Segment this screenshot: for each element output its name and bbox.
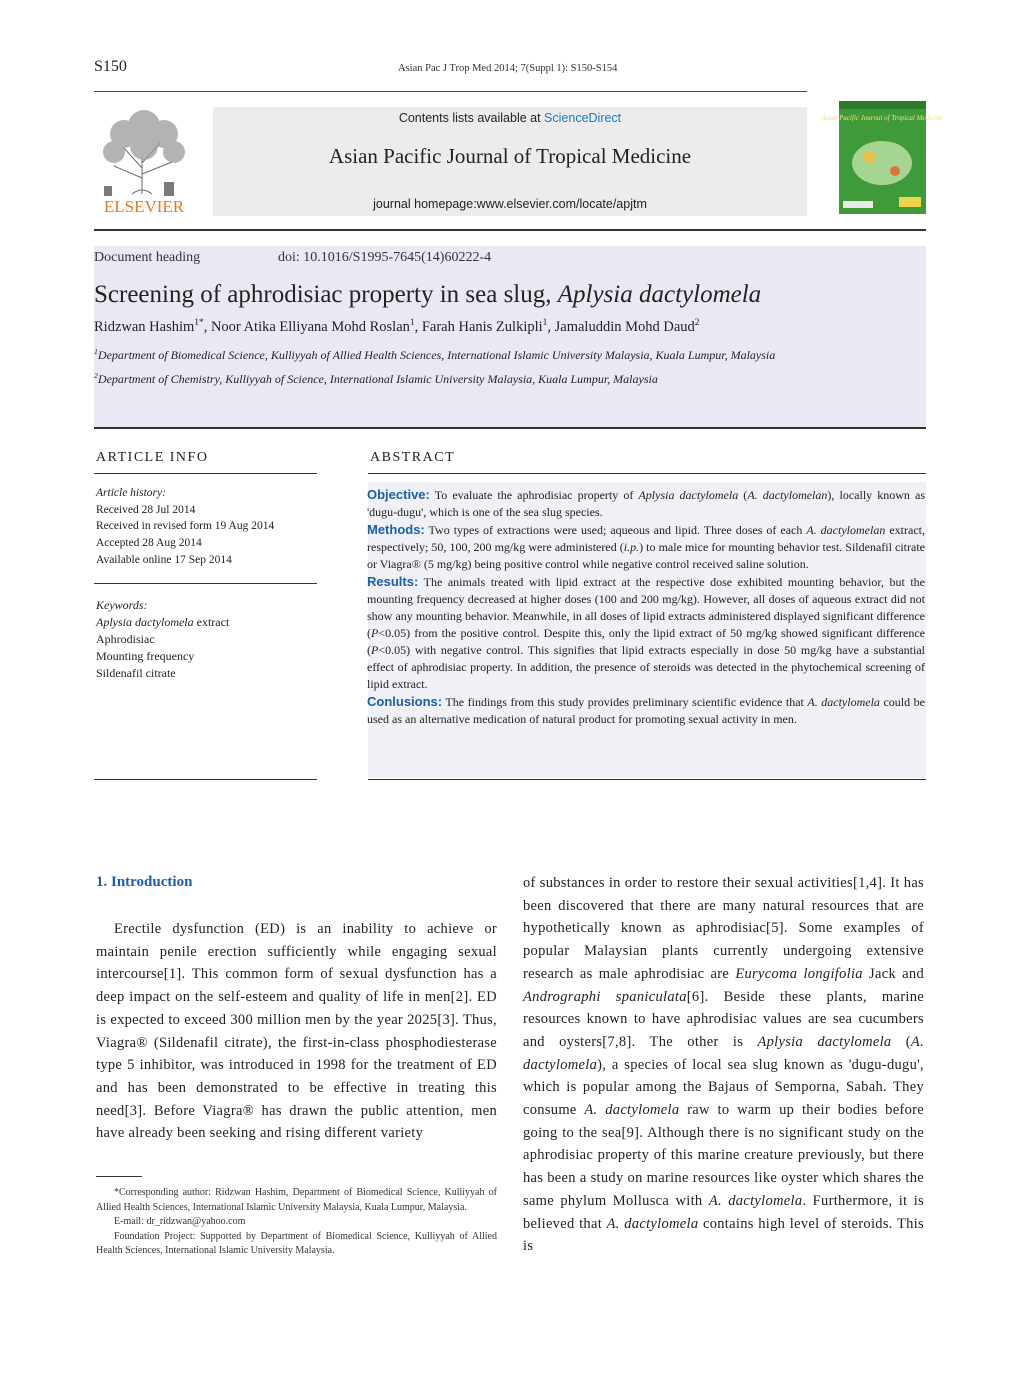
- intro-right-column: of substances in order to restore their sexual activities[1,4]. It has been discovered that there are many natural resources that are hypothetically known as aphrodisiac[5]. Some examples of popular Malaysian plants currently undergoing extensive research as male aphrodisiac are Eurycoma longifolia Jack and Andrographi spaniculata[6]. Beside these plants, marine resources known to have aphrodisiac values are sea cucumbers and oysters[7,8]. The other is Aplysia dactylomela (A. dactylomela), a species of local sea slug known as 'dugu-dugu', which is popular among the Bajaus of Semporna, Sabah. They consume A. dactylomela raw to warm up their bodies before going to the sea[9]. Although there is no significant study on the aphrodisiac property of this marine creature previously, but there has been a study on marine resources like oyster which shares the same phylum Mollusca with A. dactylomela. Furthermore, it is believed that A. dactylomela contains high level of steroids. This is: [523, 875, 925, 1255]
- footnote-rule: [96, 1176, 142, 1177]
- email-note[interactable]: E-mail: dr_ridzwan@yahoo.com: [114, 1216, 246, 1227]
- sciencedirect-link[interactable]: ScienceDirect: [544, 111, 622, 125]
- keywords-label: Keywords:: [96, 598, 148, 612]
- history-received: Received 28 Jul 2014: [96, 503, 196, 516]
- author-name: Farah Hanis Zulkipli: [421, 318, 543, 335]
- funding-note: Foundation Project: Supported by Department of Biomedical Science, Kulliyyah of Allied Health Sciences, International Islamic University Malaysia.: [96, 1230, 497, 1256]
- keyword-item: Mounting frequency: [96, 649, 195, 663]
- abstract-rule: [368, 473, 926, 474]
- affiliation-1: $^1$Department of Biomedical Science, Kulliyyah of Allied Health Sciences, International Islamic University Malaysia, Kuala Lumpur, Malaysia: [94, 347, 776, 362]
- article-title: [94, 281, 761, 309]
- elsevier-logo: [94, 108, 194, 216]
- history-online: Available online 17 Sep 2014: [96, 553, 232, 566]
- author-name: Noor Atika Elliyana Mohd Roslan: [210, 318, 410, 335]
- document-heading: Document heading: [94, 250, 201, 265]
- header-bottom-rule: [94, 427, 926, 429]
- keyword-item: Sildenafil citrate: [96, 666, 176, 680]
- journal-homepage-link[interactable]: journal homepage:www.elsevier.com/locate/apjtm: [373, 197, 647, 211]
- methods-label: Methods:: [367, 522, 425, 537]
- article-header-box: [94, 246, 926, 427]
- introduction-heading: 1. Introduction: [96, 874, 193, 890]
- author-list: Ridzwan Hashim$^{1*}$, Noor Atika Elliyana Mohd Roslan$^1$, Farah Hanis Zulkipli$^1$, Jamaluddin Mohd Daud$^2$: [94, 318, 700, 335]
- abstract-heading: ABSTRACT: [370, 450, 456, 465]
- intro-left-column: Erectile dysfunction (ED) is an inability to achieve or maintain penile erection sufficiently while engaging sexual intercourse[1]. This common form of sexual dysfunction has a deep impact on the self-esteem and quality of life in men[2]. ED is expected to exceed 300 million men by the year 2025[3]. Thus, Viagra® (Sildenafil citrate), the first-in-class phosphodiesterase type 5 inhibitor, was introduced in 1998 for the treatment of ED and has been demonstrated to be effective in treating this need[3]. Before Viagra® has drawn the public attention, men have already been seeking and rising different variety: [96, 921, 497, 1142]
- abstract-bottom-rule: [368, 779, 926, 780]
- author-sup: 2: [694, 318, 700, 328]
- elsevier-wordmark: ELSEVIER: [103, 197, 185, 216]
- corresponding-author-note: *Corresponding author: Ridzwan Hashim, Department of Biomedical Science, Kulliyyah of Allied Health Sciences, International Islamic University Malaysia, Kuala Lumpur, Malaysia.: [96, 1187, 497, 1213]
- running-head: Asian Pac J Trop Med 2014; 7(Suppl 1): S150-S154: [398, 63, 618, 74]
- article-info-bottom-rule: [94, 779, 317, 780]
- affiliation-2: $^2$Department of Chemistry, Kulliyyah of Science, International Islamic University Malaysia, Kuala Lumpur, Malaysia: [94, 371, 658, 386]
- journal-cover-image: [821, 101, 943, 214]
- author-sup: 1: [542, 318, 548, 328]
- author-name: Jamaluddin Mohd Daud: [554, 318, 695, 335]
- header-rule: [94, 91, 807, 92]
- doi[interactable]: doi: 10.1016/S1995-7645(14)60222-4: [278, 250, 492, 265]
- author-sup: 1: [409, 318, 415, 328]
- conclusions-label: Conlusions:: [367, 694, 443, 709]
- article-info-heading: ARTICLE INFO: [96, 450, 209, 465]
- contents-line: [213, 111, 807, 125]
- history-label: Article history:: [96, 487, 166, 499]
- keywords: [96, 597, 316, 682]
- history-accepted: Accepted 28 Aug 2014: [96, 537, 202, 550]
- keyword-item: Aphrodisiac: [96, 632, 155, 646]
- cover-title: Asian Pacific Journal of Tropical Medicine: [821, 114, 943, 122]
- journal-title: Asian Pacific Journal of Tropical Medicine: [328, 144, 692, 168]
- article-history: [96, 485, 316, 569]
- page-number: S150: [94, 58, 127, 75]
- article-info-divider: [94, 583, 317, 584]
- footnotes: [96, 1186, 497, 1259]
- article-info-rule: [94, 473, 317, 474]
- history-revised: Received in revised form 19 Aug 2014: [96, 520, 275, 533]
- masthead-rule: [94, 229, 926, 231]
- title-species: Aplysia dactylomela: [557, 281, 762, 308]
- keyword-item: Aplysia dactylomela extract: [96, 615, 230, 629]
- results-label: Results:: [367, 574, 419, 589]
- title-main: Screening of aphrodisiac property in sea slug,: [94, 281, 558, 308]
- author-name: Ridzwan Hashim: [94, 318, 195, 335]
- objective-label: Objective:: [367, 487, 430, 502]
- abstract-text: Objective: To evaluate the aphrodisiac property of Aplysia dactylomela (A. dactylomelan), locally known as 'dugu-dugu', which is one of the sea slug species. Methods: Two types of extractions were used; aqueous and lipid. Three doses of each A. dactylomelan extract, respectively; 50, 100, 200 mg/kg were administered (i.p.) to male mice for mounting behavior test. Sildenafil citrate or Viagra® (5 mg/kg) being positive control while negative control received saline solution. Results: The animals treated with lipid extract at the respective dose exhibited mounting behavior, but the mounting frequency decreased at higher doses (100 and 200 mg/kg). However, all doses of aqueous extract did not show any mounting behavior. Meanwhile, in all doses of lipid extracts administered displayed significant difference (P<0.05) from the positive control. Despite this, only the lipid extract of 50 mg/kg showed significant difference (P<0.05) with negative control. This signifies that lipid extracts especially in dose 50 mg/kg have a substantial effect of aphrodisiac property. In addition, the presence of steroids was detected in the phytochemical screening of lipid extract. Conlusions: The findings from this study provides preliminary scientific evidence that A. dactylomela could be used as an alternative medication of natural product for promoting sexual activity in men.: [367, 487, 926, 726]
- contents-prefix: Contents lists available at: [398, 111, 545, 125]
- author-sup: 1*: [194, 318, 204, 328]
